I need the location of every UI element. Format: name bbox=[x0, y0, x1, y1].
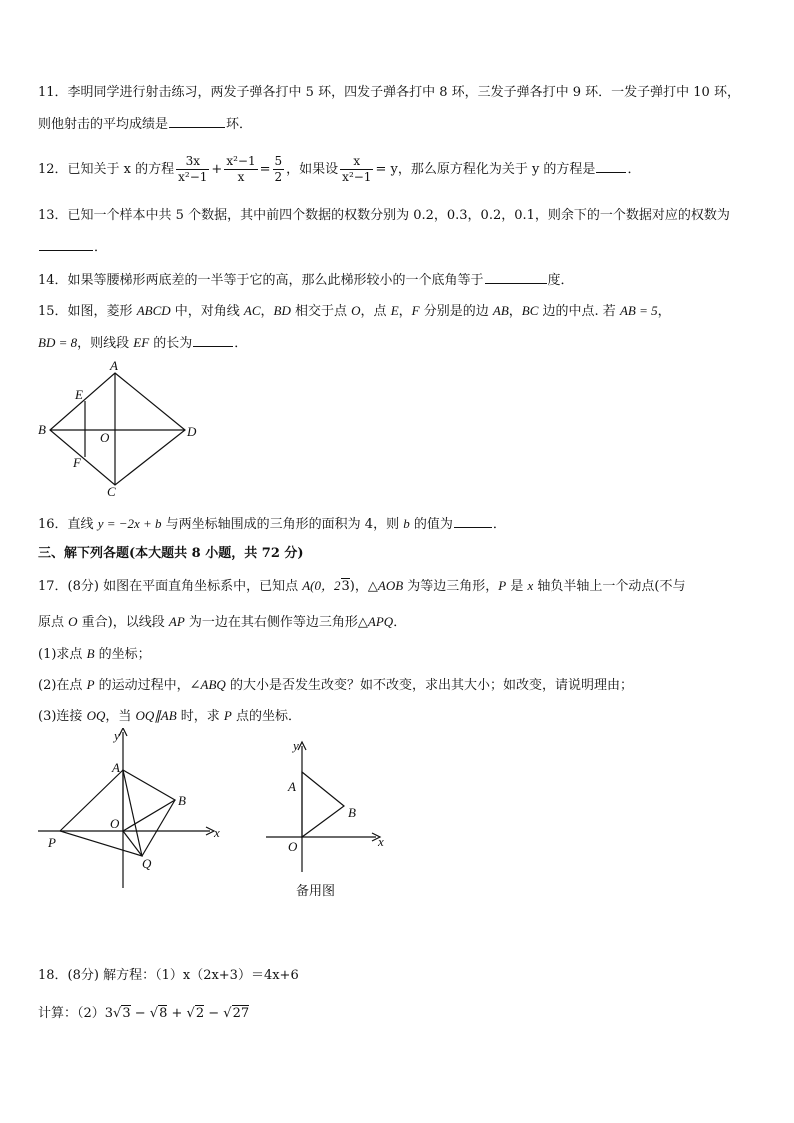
q12-f3-num: 5 bbox=[274, 154, 283, 168]
q17-t5: 轴负半轴上一个动点(不与 bbox=[533, 579, 686, 594]
q17-s2-p: P bbox=[86, 677, 95, 692]
q18-radical-2: √8 bbox=[149, 1006, 168, 1021]
q14-text: 14．如果等腰梯形两底差的一半等于它的高，那么此梯形较小的一个底角等于 bbox=[38, 273, 484, 288]
backup-figure-caption: 备用图 bbox=[296, 884, 336, 899]
q12-fraction4 bbox=[340, 154, 373, 185]
q12-text2: ，如果设 bbox=[286, 162, 339, 177]
q17-main-figure bbox=[30, 728, 230, 893]
q15-ab: AB bbox=[492, 303, 509, 318]
fig1-label-p: P bbox=[48, 835, 56, 850]
label-c: C bbox=[107, 484, 116, 498]
q17-apq: APQ bbox=[367, 614, 394, 629]
q16-period: ． bbox=[492, 517, 506, 532]
q16-answer-blank[interactable] bbox=[454, 513, 492, 528]
q15-t8: ， bbox=[508, 304, 522, 319]
q12-f2-den: x bbox=[237, 170, 245, 184]
q12-fraction3 bbox=[273, 154, 285, 185]
q17-sub2 bbox=[38, 675, 633, 696]
label-b: B bbox=[38, 422, 46, 437]
q17-t1: 17．(8分) 如图在平面直角坐标系中，已知点 bbox=[38, 579, 303, 594]
q15-line2 bbox=[38, 332, 247, 354]
label-a: A bbox=[110, 358, 118, 373]
q17-t7: 重合)，以线段 bbox=[77, 615, 169, 630]
q12-answer-blank[interactable] bbox=[596, 158, 626, 173]
q17-sqrt3: 3 bbox=[341, 579, 350, 594]
q16-t3: 的值为 bbox=[409, 517, 453, 532]
q15-t4: 相交于点 bbox=[290, 304, 352, 319]
q17-x: x bbox=[527, 578, 534, 593]
q17-s2-t2: 的运动过程中，∠ bbox=[94, 678, 201, 693]
fig1-label-q: Q bbox=[142, 856, 152, 871]
q11-answer-blank[interactable] bbox=[169, 113, 225, 128]
q17-t9: ． bbox=[393, 615, 407, 630]
q15-t11: ，则线段 bbox=[77, 336, 134, 351]
fig1-label-x: x bbox=[214, 825, 220, 840]
q15-line1 bbox=[38, 301, 671, 322]
triangle-apq bbox=[60, 770, 142, 856]
q12-f1-num: 3x bbox=[176, 154, 209, 170]
q15-ac: AC bbox=[243, 303, 261, 318]
q11-unit: 环． bbox=[226, 117, 253, 132]
segment-bq bbox=[142, 800, 175, 856]
q15-ab-eq: AB = 5 bbox=[619, 303, 658, 318]
q12-f4-num: x bbox=[340, 154, 373, 170]
q15-t6: ， bbox=[398, 304, 412, 319]
label-f: F bbox=[73, 455, 81, 470]
q18-line2 bbox=[38, 1004, 249, 1024]
q17-backup-figure bbox=[262, 736, 392, 876]
fig2-label-b: B bbox=[348, 805, 356, 820]
rhombus-abcd bbox=[50, 373, 185, 485]
q15-bd-eq: BD = 8 bbox=[38, 335, 78, 350]
q18-radical-3: √2 bbox=[186, 1006, 205, 1021]
q17-s2-t3: 的大小是否发生改变？如不改变，求出其大小；如改变，请说明理由； bbox=[225, 678, 633, 693]
q12-f1-den: x²−1 bbox=[178, 170, 208, 184]
q16-b: b bbox=[403, 516, 410, 531]
q17-t2: ，△ bbox=[354, 579, 378, 594]
q16-t2: 与两坐标轴围成的三角形的面积为 4，则 bbox=[161, 517, 404, 532]
q17-line2 bbox=[38, 612, 406, 633]
label-e: E bbox=[75, 387, 83, 402]
q12-equals: = bbox=[259, 162, 271, 177]
section-heading: 三、解下列各题(本大题共 8 小题，共 72 分) bbox=[38, 546, 304, 561]
q11-line1: 11．李明同学进行射击练习，两发子弹各打中 5 环，四发子弹各打中 8 环，三发子弹各打中 9 环．一发子弹打中 10 环， bbox=[38, 85, 740, 100]
q16-equation: y = −2x + b bbox=[97, 516, 162, 531]
q15-t12: 的长为 bbox=[149, 336, 193, 351]
q12-f2-num: x²−1 bbox=[226, 154, 256, 168]
q12-f3-den: 2 bbox=[274, 170, 283, 184]
q15-t1: 15．如图，菱形 bbox=[38, 304, 137, 319]
q15-ef: EF bbox=[133, 335, 150, 350]
q17-sub3 bbox=[38, 706, 301, 727]
q15-abcd: ABCD bbox=[136, 303, 171, 318]
q17-s3-p: P bbox=[223, 708, 232, 723]
fig2-label-y: y bbox=[293, 738, 299, 753]
q18-t1: 计算：（2）3 bbox=[38, 1006, 114, 1021]
q17-point-a: A(0，2 bbox=[302, 578, 341, 593]
q18-r4: 27 bbox=[232, 1006, 250, 1021]
q17-s1-t1: (1)求点 bbox=[38, 647, 87, 662]
q15-period: ． bbox=[234, 336, 248, 351]
q17-aob: AOB bbox=[377, 578, 404, 593]
q12-period: ． bbox=[627, 162, 641, 177]
q18-plus: + bbox=[167, 1006, 187, 1021]
q18-minus1: − bbox=[130, 1006, 150, 1021]
q18-r1: 3 bbox=[122, 1006, 131, 1021]
q17-s3-parallel: OQ∥AB bbox=[135, 708, 177, 723]
q12-fraction1 bbox=[176, 154, 209, 185]
q18-line1: 18．(8分) 解方程：（1）x（2x+3）＝4x+6 bbox=[38, 968, 299, 983]
triangle-aob bbox=[123, 770, 175, 831]
q17-o: O bbox=[68, 614, 78, 629]
q17-s2-t1: (2)在点 bbox=[38, 678, 87, 693]
q17-paren: ) bbox=[349, 579, 355, 594]
q12-plus: + bbox=[211, 162, 223, 177]
q11-text: 则他射击的平均成绩是 bbox=[38, 117, 169, 132]
q17-line1 bbox=[38, 576, 686, 597]
q18-radical-4: √27 bbox=[223, 1006, 250, 1021]
q15-t3: ， bbox=[260, 304, 274, 319]
label-o: O bbox=[100, 430, 110, 445]
q17-s3-t4: 点的坐标． bbox=[231, 709, 302, 724]
q17-s3-oq: OQ bbox=[86, 708, 106, 723]
q18-r2: 8 bbox=[159, 1006, 168, 1021]
q17-t3: 为等边三角形， bbox=[403, 579, 499, 594]
q13-line2 bbox=[38, 236, 107, 258]
q12-text3: = y，那么原方程化为关于 y 的方程是 bbox=[375, 162, 596, 177]
q18-r3: 2 bbox=[195, 1006, 205, 1021]
q17-t8: 为一边在其右侧作等边三角形△ bbox=[184, 615, 368, 630]
q16-t1: 16．直线 bbox=[38, 517, 98, 532]
q15-bd: BD bbox=[273, 303, 291, 318]
fig1-label-y: y bbox=[114, 728, 120, 743]
q15-t2: 中，对角线 bbox=[170, 304, 244, 319]
q13-answer-blank[interactable] bbox=[39, 236, 93, 251]
q17-p: P bbox=[498, 578, 507, 593]
q17-sub1 bbox=[38, 644, 151, 665]
q12-line bbox=[38, 152, 640, 188]
triangle-aob bbox=[302, 772, 344, 837]
q17-s1-t2: 的坐标； bbox=[94, 647, 151, 662]
q15-e: E bbox=[390, 303, 399, 318]
q15-bc: BC bbox=[521, 303, 539, 318]
fig1-label-a: A bbox=[112, 760, 120, 775]
q12-fraction2 bbox=[224, 154, 257, 185]
label-d: D bbox=[187, 424, 197, 439]
q17-s3-t1: (3)连接 bbox=[38, 709, 87, 724]
fig2-label-x: x bbox=[378, 834, 384, 849]
q15-t5: ，点 bbox=[360, 304, 391, 319]
q14-line bbox=[38, 269, 574, 291]
q15-o: O bbox=[351, 303, 361, 318]
q11-line2 bbox=[38, 113, 252, 135]
q17-s3-t2: ，当 bbox=[105, 709, 136, 724]
fig2-label-a: A bbox=[288, 779, 296, 794]
q12-text1: 12．已知关于 x 的方程 bbox=[38, 162, 175, 177]
q14-answer-blank[interactable] bbox=[485, 269, 547, 284]
q17-s3-t3: 时，求 bbox=[176, 709, 224, 724]
q17-ap: AP bbox=[168, 614, 185, 629]
q12-f4-den: x²−1 bbox=[342, 170, 372, 184]
q17-t4: 是 bbox=[506, 579, 528, 594]
q15-t9: 边的中点. 若 bbox=[538, 304, 620, 319]
q13-period: ． bbox=[94, 240, 108, 255]
q13-line1: 13．已知一个样本中共 5 个数据，其中前四个数据的权数分别为 0.2，0.3，0.2，0.1，则余下的一个数据对应的权数为 bbox=[38, 208, 730, 223]
q17-s1-b: B bbox=[86, 646, 95, 661]
rhombus-figure bbox=[30, 358, 210, 498]
q16-line bbox=[38, 513, 506, 535]
q17-t6: 原点 bbox=[38, 615, 69, 630]
fig2-label-o: O bbox=[288, 839, 298, 854]
q15-f: F bbox=[411, 303, 420, 318]
q18-radical-1: √3 bbox=[113, 1006, 131, 1021]
q15-answer-blank[interactable] bbox=[193, 332, 233, 347]
fig1-label-b: B bbox=[178, 793, 186, 808]
q15-t10: ， bbox=[657, 304, 671, 319]
q18-minus2: − bbox=[204, 1006, 224, 1021]
fig1-label-o: O bbox=[110, 816, 120, 831]
q17-s2-abq: ABQ bbox=[200, 677, 226, 692]
q14-unit: 度． bbox=[547, 273, 574, 288]
q15-t7: 分别是的边 bbox=[419, 304, 493, 319]
